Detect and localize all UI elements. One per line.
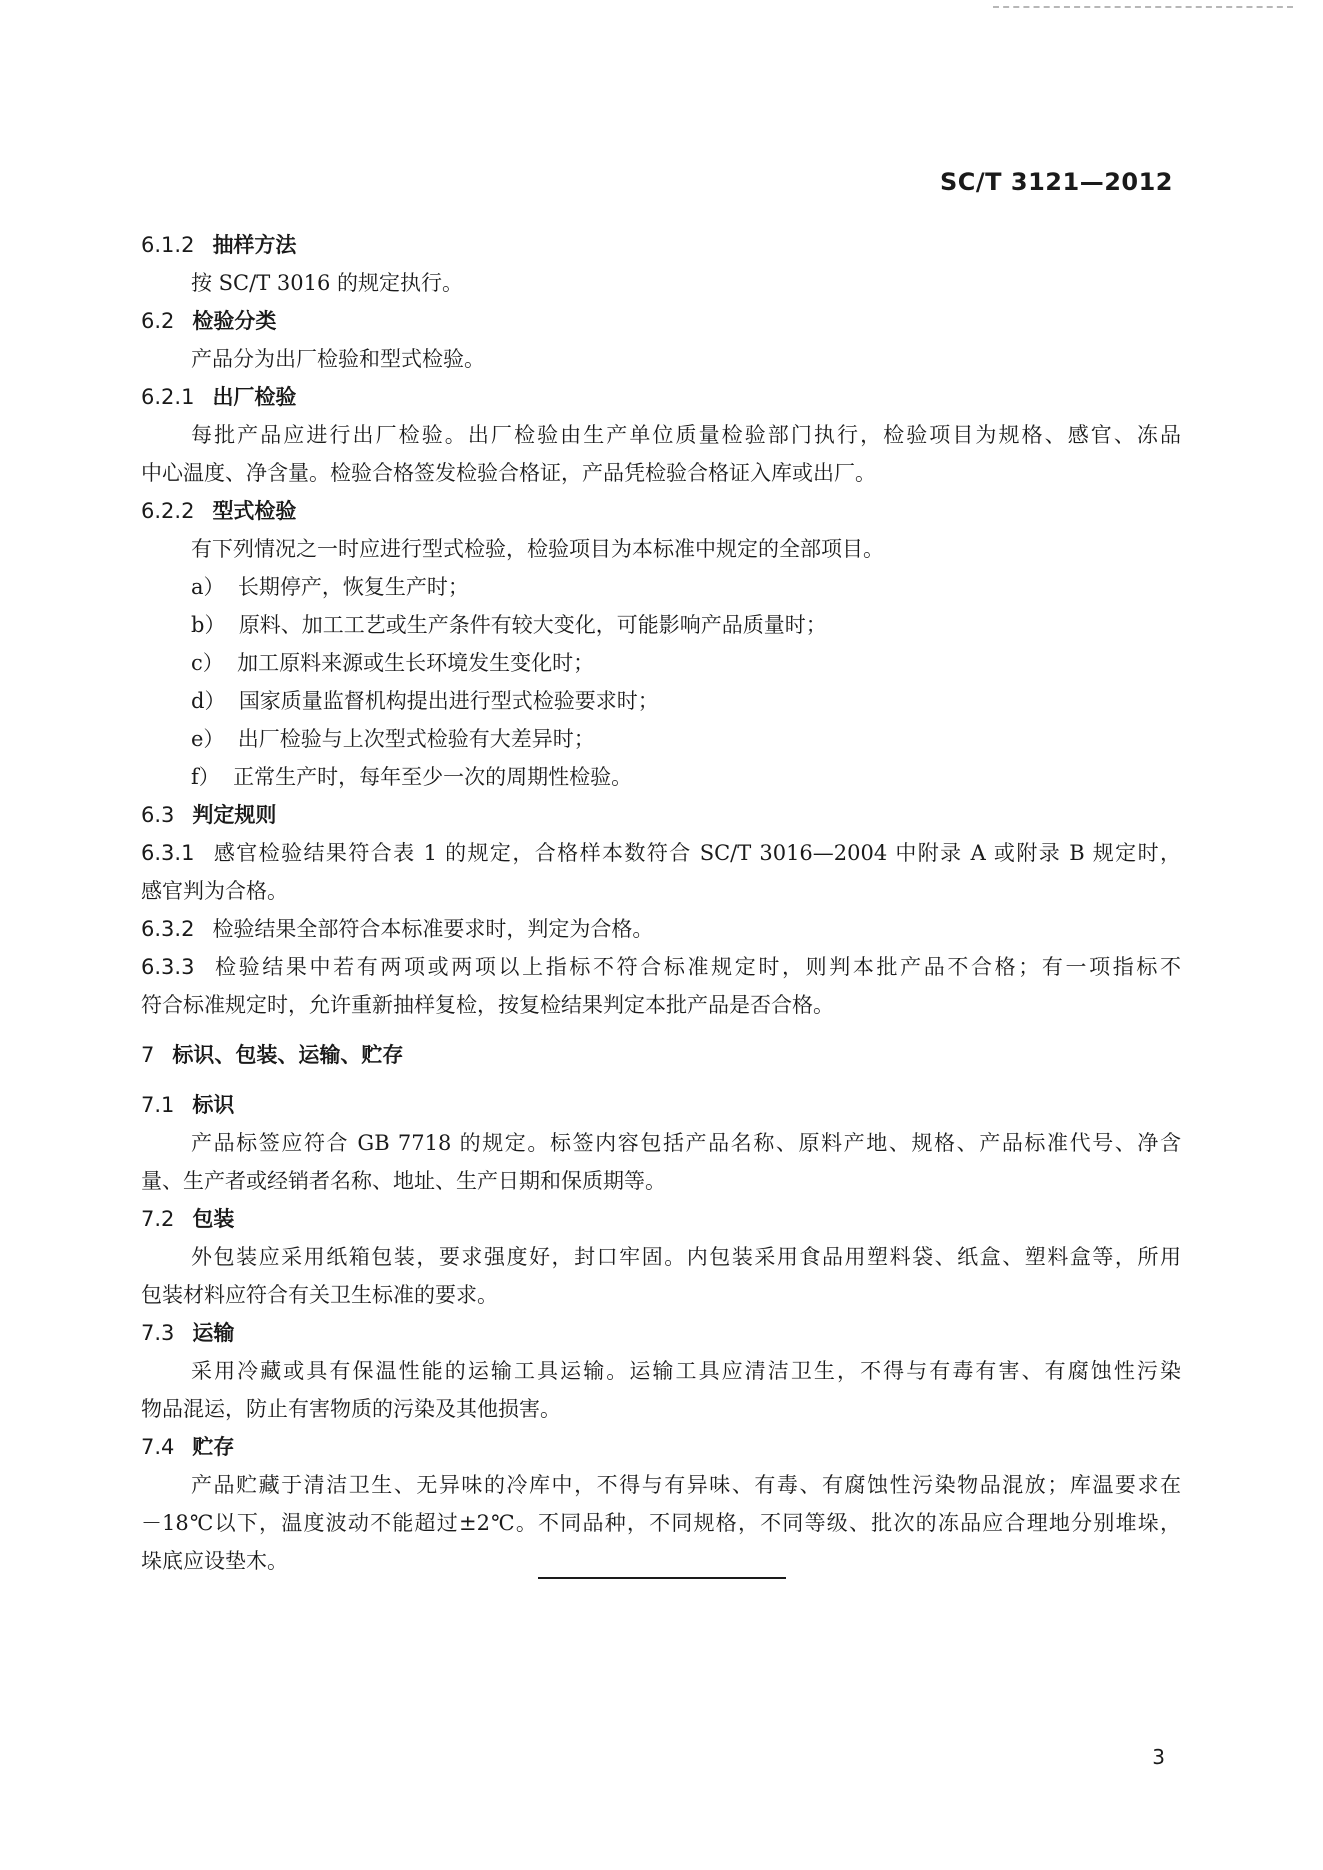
section-title: 检验分类 xyxy=(192,309,277,333)
heading-7-3 xyxy=(141,1314,1181,1352)
document-code: SC/T 3121—2012 xyxy=(940,168,1173,196)
paragraph-6-2-2-intro: 有下列情况之一时应进行型式检验，检验项目为本标准中规定的全部项目。 xyxy=(191,537,884,561)
clause-6-3-3-line-2: 符合标准规定时，允许重新抽样复检，按复检结果判定本批产品是否合格。 xyxy=(141,993,834,1017)
clause-number: 6.3.2 xyxy=(141,917,195,941)
list-label: f） xyxy=(191,765,220,789)
list-item xyxy=(141,758,1181,796)
clause-text: 检验结果中若有两项或两项以上指标不符合标准规定时，则判本批产品不合格；有一项指标不 xyxy=(212,955,1181,979)
list-text: 正常生产时，每年至少一次的周期性检验。 xyxy=(233,765,633,789)
heading-7-2 xyxy=(141,1200,1181,1238)
paragraph-7-4-line-2: －18℃以下，温度波动不能超过±2℃。不同品种，不同规格，不同等级、批次的冻品应合理地分别堆垛， xyxy=(141,1511,1181,1535)
scan-artifact xyxy=(993,6,1293,12)
section-title: 标识、包装、运输、贮存 xyxy=(172,1043,404,1067)
clause-text: 感官检验结果符合表 1 的规定，合格样本数符合 SC/T 3016—2004 中附录 A 或附录 B 规定时， xyxy=(212,841,1181,865)
section-number: 7.3 xyxy=(141,1321,175,1345)
list-text: 长期停产，恢复生产时； xyxy=(237,575,469,599)
section-number: 7 xyxy=(141,1043,155,1067)
list-label: a） xyxy=(191,575,225,599)
heading-6-2-1 xyxy=(141,378,1181,416)
paragraph-7-2-line-1: 外包装应采用纸箱包装，要求强度好，封口牢固。内包装采用食品用塑料袋、纸盒、塑料盒等，所用 xyxy=(191,1245,1181,1269)
clause-6-3-3-line-1 xyxy=(141,948,1181,986)
list-item xyxy=(141,682,1181,720)
paragraph-7-1-line-2: 量、生产者或经销者名称、地址、生产日期和保质期等。 xyxy=(141,1169,666,1193)
clause-number: 6.3.3 xyxy=(141,955,195,979)
heading-7-1 xyxy=(141,1086,1181,1124)
section-number: 6.3 xyxy=(141,803,175,827)
list-item xyxy=(141,644,1181,682)
section-title: 运输 xyxy=(192,1321,235,1345)
clause-number: 6.3.1 xyxy=(141,841,195,865)
section-title: 出厂检验 xyxy=(212,385,297,409)
heading-6-1-2 xyxy=(141,226,1181,264)
clause-6-3-1-line-2: 感官判为合格。 xyxy=(141,879,288,903)
list-label: b） xyxy=(191,613,226,637)
section-number: 6.2.1 xyxy=(141,385,195,409)
heading-6-2 xyxy=(141,302,1181,340)
paragraph-6-1-2: 按 SC/T 3016 的规定执行。 xyxy=(191,271,464,295)
clause-text: 检验结果全部符合本标准要求时，判定为合格。 xyxy=(212,917,654,941)
list-item xyxy=(141,606,1181,644)
list-text: 原料、加工工艺或生产条件有较大变化，可能影响产品质量时； xyxy=(238,613,827,637)
document-body xyxy=(141,226,1181,1580)
section-number: 6.2 xyxy=(141,309,175,333)
paragraph-7-4-line-1: 产品贮藏于清洁卫生、无异味的冷库中，不得与有异味、有毒、有腐蚀性污染物品混放；库温要求在 xyxy=(191,1473,1181,1497)
section-number: 7.4 xyxy=(141,1435,175,1459)
section-title: 贮存 xyxy=(192,1435,235,1459)
clause-6-3-2 xyxy=(141,910,1181,948)
page-number: 3 xyxy=(1152,1745,1165,1769)
list-label: c） xyxy=(191,651,224,675)
heading-7 xyxy=(141,1036,1181,1074)
heading-6-3 xyxy=(141,796,1181,834)
paragraph-6-2: 产品分为出厂检验和型式检验。 xyxy=(191,347,485,371)
section-title: 抽样方法 xyxy=(212,233,297,257)
list-text: 出厂检验与上次型式检验有大差异时； xyxy=(237,727,595,751)
section-number: 7.2 xyxy=(141,1207,175,1231)
list-text: 国家质量监督机构提出进行型式检验要求时； xyxy=(238,689,659,713)
heading-7-4 xyxy=(141,1428,1181,1466)
section-number: 7.1 xyxy=(141,1093,175,1117)
section-title: 型式检验 xyxy=(212,499,297,523)
section-title: 包装 xyxy=(192,1207,235,1231)
list-item xyxy=(141,720,1181,758)
paragraph-6-2-1-line-2: 中心温度、净含量。检验合格签发检验合格证，产品凭检验合格证入库或出厂。 xyxy=(141,461,876,485)
list-item xyxy=(141,568,1181,606)
heading-6-2-2 xyxy=(141,492,1181,530)
list-label: e） xyxy=(191,727,225,751)
end-of-document-rule xyxy=(538,1577,786,1579)
section-title: 标识 xyxy=(192,1093,235,1117)
paragraph-7-3-line-2: 物品混运，防止有害物质的污染及其他损害。 xyxy=(141,1397,561,1421)
list-text: 加工原料来源或生长环境发生变化时； xyxy=(237,651,595,675)
paragraph-7-1-line-1: 产品标签应符合 GB 7718 的规定。标签内容包括产品名称、原料产地、规格、产品标准代号、净含 xyxy=(191,1131,1181,1155)
paragraph-6-2-1-line-1: 每批产品应进行出厂检验。出厂检验由生产单位质量检验部门执行，检验项目为规格、感官、冻品 xyxy=(191,423,1181,447)
paragraph-7-3-line-1: 采用冷藏或具有保温性能的运输工具运输。运输工具应清洁卫生，不得与有毒有害、有腐蚀性污染 xyxy=(191,1359,1181,1383)
section-title: 判定规则 xyxy=(192,803,277,827)
paragraph-7-4-line-3: 垛底应设垫木。 xyxy=(141,1549,288,1573)
clause-6-3-1-line-1 xyxy=(141,834,1181,872)
section-number: 6.1.2 xyxy=(141,233,195,257)
list-label: d） xyxy=(191,689,226,713)
section-number: 6.2.2 xyxy=(141,499,195,523)
paragraph-7-2-line-2: 包装材料应符合有关卫生标准的要求。 xyxy=(141,1283,498,1307)
